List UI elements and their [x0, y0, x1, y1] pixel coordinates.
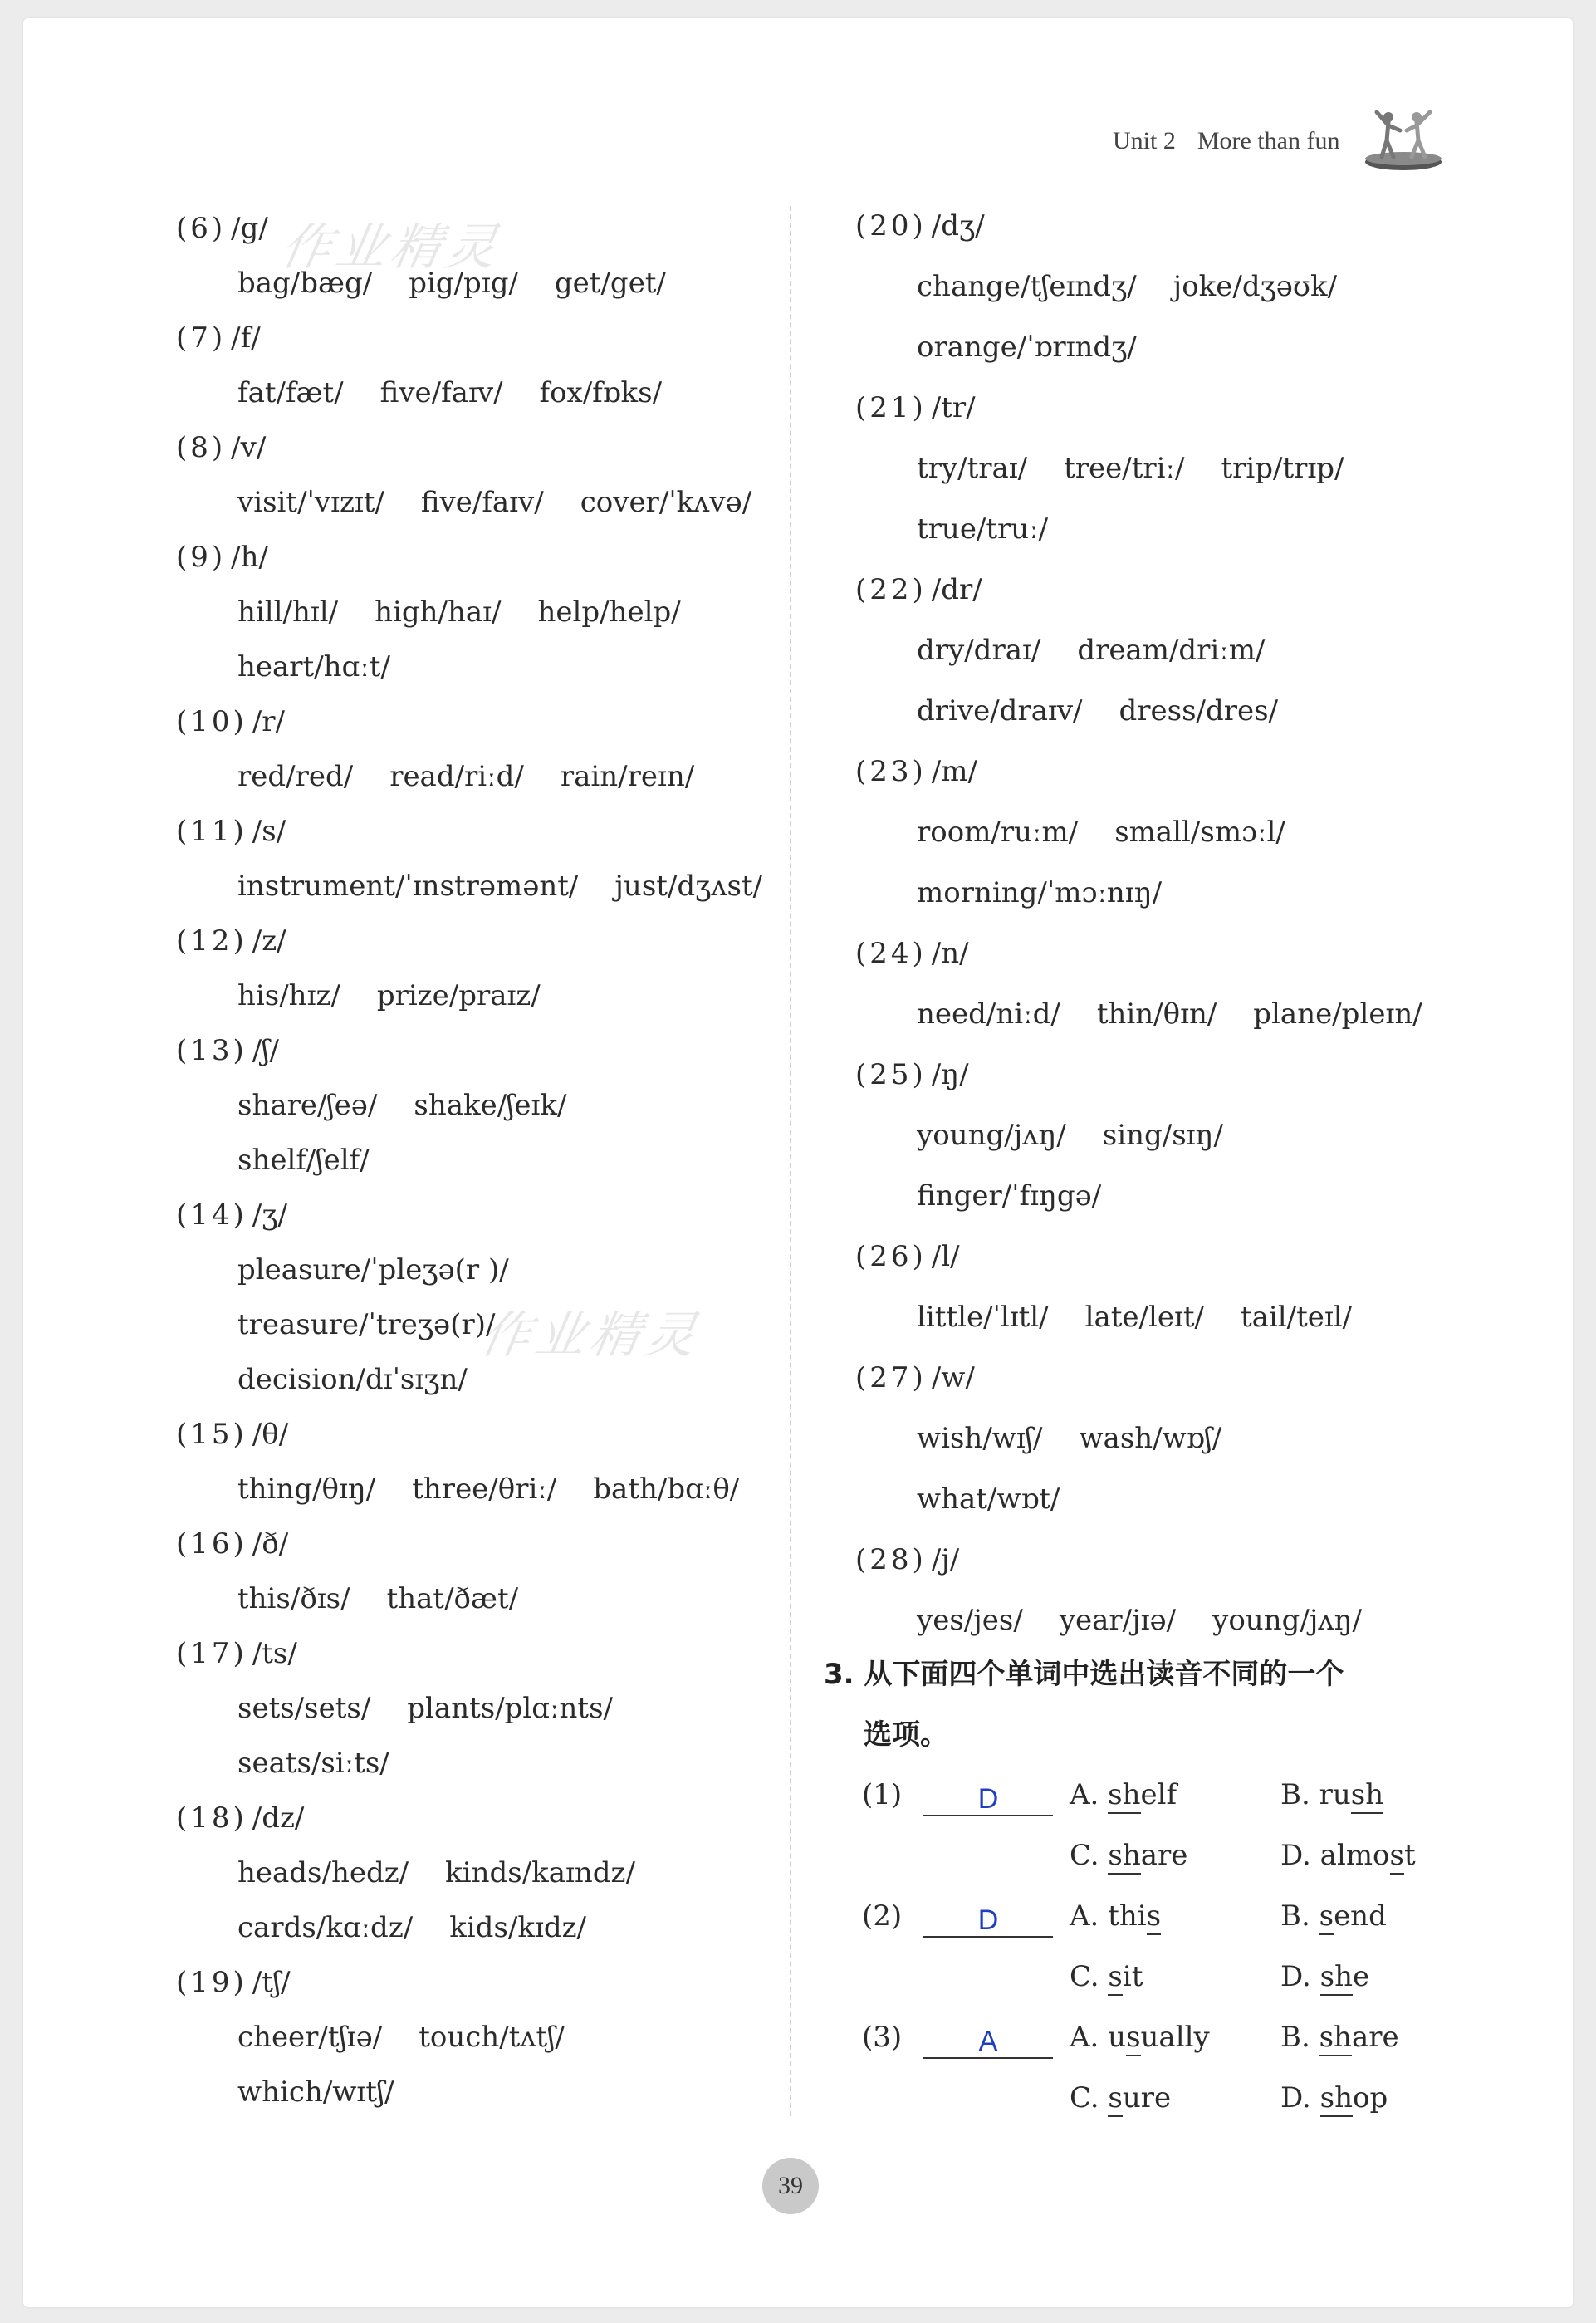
option-word-part: are — [1351, 2021, 1399, 2054]
example-word: plants/plɑːnts/ — [407, 1692, 613, 1725]
entry-number: (28) — [855, 1543, 927, 1576]
example-word: instrument/ˈɪnstrəmənt/ — [237, 870, 579, 903]
option-word-part: t — [1403, 1839, 1416, 1872]
phoneme-symbol: /ts/ — [252, 1637, 297, 1670]
example-word: help/help/ — [537, 595, 681, 629]
example-word: wash/wɒʃ/ — [1079, 1422, 1222, 1455]
phoneme-symbol: /w/ — [931, 1361, 975, 1394]
example-word: drive/draɪv/ — [917, 694, 1083, 728]
phoneme-symbol: /v/ — [231, 431, 267, 464]
option-letter: D. — [1280, 2081, 1320, 2115]
example-words-line — [855, 1105, 1486, 1166]
option-word-part: ru — [1319, 1778, 1351, 1811]
option-letter: B. — [1280, 2021, 1319, 2054]
phoneme-symbol: /m/ — [931, 755, 977, 788]
example-word: late/leɪt/ — [1084, 1301, 1204, 1334]
option-word-part: elf — [1140, 1778, 1177, 1811]
section-3-title-line2: 选项。 — [864, 1718, 948, 1752]
example-words-line — [176, 1900, 774, 1955]
underlined-letters: s — [1319, 1899, 1334, 1935]
phoneme-symbol: /tʃ/ — [252, 1966, 291, 1999]
phoneme-entry-heading — [176, 1023, 774, 1078]
phoneme-symbol: /θ/ — [252, 1418, 289, 1451]
phoneme-symbol: /r/ — [252, 705, 285, 738]
example-words-line — [855, 317, 1486, 378]
unit-title: More than fun — [1197, 127, 1340, 154]
example-words-line — [176, 968, 774, 1023]
phoneme-entry-heading — [855, 742, 1486, 802]
example-word: room/ruːm/ — [917, 816, 1079, 849]
option-word-part: thi — [1108, 1899, 1147, 1933]
example-word: sets/sets/ — [237, 1692, 371, 1725]
answer-blank: D — [923, 1898, 1053, 1938]
entry-number: (7) — [176, 321, 227, 355]
underlined-letters: s — [1126, 2021, 1140, 2056]
example-words-line — [176, 1845, 774, 1900]
example-words-line — [855, 439, 1486, 499]
column-divider — [790, 206, 791, 2116]
example-word: change/tʃeɪndʒ/ — [917, 270, 1137, 303]
underlined-letters: sh — [1320, 2081, 1353, 2117]
example-word: seats/siːts/ — [237, 1747, 389, 1780]
option-letter: A. — [1070, 1778, 1109, 1811]
example-word: finger/ˈfɪŋgə/ — [917, 1179, 1102, 1213]
underlined-letters: s — [1390, 1839, 1404, 1875]
example-word: high/haɪ/ — [375, 595, 502, 629]
example-words-line — [176, 256, 774, 311]
phoneme-entry-heading — [855, 1530, 1486, 1590]
answer-option — [1070, 1826, 1187, 1886]
example-word: dress/dres/ — [1119, 694, 1279, 728]
option-word-part: almo — [1319, 1839, 1390, 1872]
example-word: rain/reɪn/ — [560, 760, 695, 793]
phoneme-symbol: /z/ — [252, 924, 286, 958]
phoneme-entry-heading — [176, 311, 774, 365]
phoneme-symbol: /tr/ — [931, 391, 976, 424]
example-word: sing/sɪŋ/ — [1102, 1119, 1223, 1152]
example-words-line — [855, 620, 1486, 681]
option-word-part: are — [1140, 1839, 1188, 1872]
answer-option — [1070, 2007, 1210, 2068]
question-row — [862, 1765, 1476, 1826]
example-word: touch/tʌtʃ/ — [419, 2021, 565, 2054]
example-word: little/ˈlɪtl/ — [917, 1301, 1049, 1334]
example-words-line — [855, 863, 1486, 924]
question-number: (1) — [862, 1778, 903, 1811]
example-word: pig/pɪg/ — [409, 267, 518, 300]
phoneme-symbol: /ʃ/ — [252, 1034, 279, 1067]
example-words-line — [176, 2010, 774, 2065]
answer-blank: A — [923, 2019, 1053, 2059]
entry-number: (24) — [855, 937, 927, 970]
example-words-line — [176, 585, 774, 640]
underlined-letters: sh — [1320, 1960, 1353, 1996]
example-word: young/jʌŋ/ — [1212, 1604, 1362, 1637]
option-word-part: u — [1108, 2021, 1127, 2054]
example-word: fox/fɒks/ — [539, 376, 663, 409]
phoneme-entry-heading — [855, 1227, 1486, 1287]
example-word: just/dʒʌst/ — [614, 870, 763, 903]
entry-number: (18) — [176, 1801, 247, 1835]
option-word-part: op — [1353, 2081, 1388, 2115]
answer-option — [1280, 1826, 1416, 1886]
example-words-line — [176, 1352, 774, 1407]
example-word: five/faɪv/ — [379, 376, 503, 409]
option-word-part: it — [1122, 1960, 1143, 1993]
answer-option — [1280, 1765, 1383, 1826]
watermark-text: 作业精灵 — [276, 218, 507, 277]
phoneme-entry-heading — [855, 196, 1486, 257]
example-words-line — [176, 1462, 774, 1517]
example-word: decision/dɪˈsɪʒn/ — [237, 1363, 468, 1396]
question-number: (2) — [862, 1899, 903, 1933]
example-word: young/jʌŋ/ — [917, 1119, 1066, 1152]
option-letter: A. — [1070, 1899, 1109, 1933]
example-word: try/traɪ/ — [917, 452, 1028, 485]
dancers-logo-icon — [1362, 105, 1445, 172]
phoneme-symbol: /s/ — [252, 815, 286, 848]
underlined-letters: sh — [1319, 2021, 1352, 2056]
phoneme-entry-heading — [176, 201, 774, 256]
answer-option — [1070, 2068, 1171, 2129]
answer-option — [1280, 2007, 1399, 2068]
phoneme-entry-heading — [176, 694, 774, 749]
phoneme-symbol: /ʒ/ — [252, 1198, 287, 1232]
question-row — [862, 2007, 1476, 2068]
phoneme-symbol: /dʒ/ — [931, 209, 985, 243]
option-letter: C. — [1070, 2081, 1109, 2115]
example-word: that/ðæt/ — [386, 1582, 519, 1615]
phoneme-entry-heading — [176, 1517, 774, 1571]
example-words-line — [176, 1133, 774, 1188]
entry-number: (10) — [176, 705, 247, 738]
example-word: his/hɪz/ — [237, 979, 340, 1012]
question-list — [862, 1765, 1476, 2129]
option-word-part: e — [1353, 1960, 1370, 1993]
example-words-line — [855, 1409, 1486, 1469]
example-words-line — [855, 1590, 1486, 1651]
question-number: (3) — [862, 2021, 903, 2054]
phoneme-symbol: /h/ — [231, 541, 268, 574]
example-word: shake/ʃeɪk/ — [414, 1089, 567, 1122]
example-words-line — [176, 749, 774, 804]
phoneme-symbol: /n/ — [931, 937, 969, 970]
entry-number: (15) — [176, 1418, 247, 1451]
example-word: tree/triː/ — [1064, 452, 1185, 485]
example-word: cover/ˈkʌvə/ — [580, 486, 752, 519]
phoneme-symbol: /l/ — [931, 1240, 960, 1273]
example-word: year/jɪə/ — [1059, 1604, 1177, 1637]
example-word: small/smɔːl/ — [1114, 816, 1285, 849]
example-words-line — [176, 1078, 774, 1133]
entry-number: (26) — [855, 1240, 927, 1273]
underlined-letters: s — [1108, 2081, 1122, 2117]
question-row-continued — [862, 1947, 1476, 2007]
example-word: dry/draɪ/ — [917, 634, 1041, 667]
option-letter: C. — [1070, 1960, 1109, 1993]
question-row-continued — [862, 1826, 1476, 1886]
example-word: orange/ˈɒrɪndʒ/ — [917, 331, 1137, 364]
example-word: which/wɪtʃ/ — [237, 2076, 394, 2109]
example-word: joke/dʒəʊk/ — [1173, 270, 1338, 303]
example-word: trip/trɪp/ — [1221, 452, 1344, 485]
entry-number: (8) — [176, 431, 227, 464]
example-word: cards/kɑːdz/ — [237, 1911, 414, 1944]
phoneme-symbol: /g/ — [231, 212, 268, 245]
example-words-line — [176, 475, 774, 530]
option-letter: B. — [1280, 1899, 1319, 1933]
example-words-line — [855, 802, 1486, 863]
underlined-letters: sh — [1108, 1778, 1140, 1814]
example-word: morning/ˈmɔːnɪŋ/ — [917, 876, 1163, 909]
example-words-line — [855, 499, 1486, 560]
entry-number: (17) — [176, 1637, 247, 1670]
phoneme-entry-heading — [176, 1626, 774, 1681]
option-letter: B. — [1280, 1778, 1319, 1811]
example-word: yes/jes/ — [917, 1604, 1023, 1637]
example-words-line — [176, 1242, 774, 1297]
entry-number: (11) — [176, 815, 247, 848]
option-word-part: end — [1334, 1899, 1387, 1933]
example-word: get/get/ — [554, 267, 666, 300]
page-header — [1113, 120, 1445, 179]
example-words-line — [176, 365, 774, 420]
example-words-line — [855, 257, 1486, 317]
entry-number: (12) — [176, 924, 247, 958]
question-row — [862, 1886, 1476, 1947]
right-phoneme-column — [855, 196, 1486, 1651]
example-word: three/θriː/ — [412, 1473, 557, 1506]
option-letter: A. — [1070, 2021, 1109, 2054]
option-letter: D. — [1280, 1960, 1320, 1993]
phoneme-entry-heading — [176, 420, 774, 475]
example-word: wish/wɪʃ/ — [917, 1422, 1043, 1455]
entry-number: (23) — [855, 755, 927, 788]
phoneme-symbol: /dr/ — [931, 573, 982, 606]
answer-blank: D — [923, 1777, 1053, 1816]
example-words-line — [176, 2065, 774, 2120]
example-word: hill/hɪl/ — [237, 595, 339, 629]
example-word: shelf/ʃelf/ — [237, 1144, 370, 1177]
entry-number: (14) — [176, 1198, 247, 1232]
phoneme-entry-heading — [855, 560, 1486, 620]
entry-number: (13) — [176, 1034, 247, 1067]
answer-option — [1070, 1886, 1161, 1947]
example-word: treasure/ˈtreʒə(r)/ — [237, 1308, 496, 1341]
entry-number: (19) — [176, 1966, 247, 1999]
question-row-continued — [862, 2068, 1476, 2129]
answer-option — [1070, 1765, 1177, 1826]
entry-number: (21) — [855, 391, 927, 424]
example-word: heart/hɑːt/ — [237, 650, 390, 684]
page-number: 39 — [762, 2158, 819, 2214]
example-word: visit/ˈvɪzɪt/ — [237, 486, 384, 519]
example-word: red/red/ — [237, 760, 354, 793]
example-words-line — [176, 1571, 774, 1626]
phoneme-symbol: /dz/ — [252, 1801, 305, 1835]
example-word: kinds/kaɪndz/ — [445, 1856, 635, 1889]
example-word: pleasure/ˈpleʒə(r )/ — [237, 1253, 509, 1286]
phoneme-entry-heading — [176, 1955, 774, 2010]
example-word: thing/θɪŋ/ — [237, 1473, 376, 1506]
underlined-letters: s — [1147, 1899, 1161, 1935]
example-word: thin/θɪn/ — [1096, 997, 1217, 1031]
example-word: read/riːd/ — [389, 760, 524, 793]
example-words-line — [176, 1297, 774, 1352]
example-word: what/wɒt/ — [917, 1483, 1060, 1516]
phoneme-symbol: /f/ — [231, 321, 261, 355]
example-words-line — [176, 640, 774, 694]
unit-label: Unit 2 — [1113, 127, 1176, 154]
example-words-line — [176, 1681, 774, 1736]
example-word: share/ʃeə/ — [237, 1089, 378, 1122]
entry-number: (27) — [855, 1361, 927, 1394]
example-word: plane/pleɪn/ — [1253, 997, 1422, 1031]
example-word: this/ðɪs/ — [237, 1582, 350, 1615]
underlined-letters: sh — [1108, 1839, 1140, 1875]
phoneme-entry-heading — [176, 914, 774, 968]
example-words-line — [855, 1287, 1486, 1348]
option-word-part: ually — [1140, 2021, 1210, 2054]
answer-option — [1280, 2068, 1388, 2129]
example-word: five/faɪv/ — [420, 486, 544, 519]
underlined-letters: sh — [1351, 1778, 1383, 1814]
phoneme-symbol: /ð/ — [252, 1527, 289, 1561]
answer-option — [1280, 1886, 1387, 1947]
header-text — [1113, 127, 1339, 155]
example-word: bath/bɑːθ/ — [593, 1473, 740, 1506]
entry-number: (6) — [176, 212, 227, 245]
example-word: true/truː/ — [917, 512, 1049, 546]
example-words-line — [176, 859, 774, 914]
phoneme-entry-heading — [176, 1407, 774, 1462]
example-words-line — [855, 1166, 1486, 1227]
phoneme-entry-heading — [855, 1348, 1486, 1409]
phoneme-entry-heading — [176, 804, 774, 859]
section-3-title — [824, 1644, 1471, 1766]
option-letter: C. — [1070, 1839, 1109, 1872]
section-3-title-line1: 3. 从下面四个单词中选出读音不同的一个 — [824, 1658, 1344, 1691]
left-phoneme-column — [176, 201, 774, 2120]
entry-number: (22) — [855, 573, 927, 606]
example-word: tail/teɪl/ — [1241, 1301, 1353, 1334]
example-word: dream/driːm/ — [1077, 634, 1266, 667]
answer-option — [1070, 1947, 1143, 2007]
phoneme-entry-heading — [176, 1188, 774, 1242]
phoneme-entry-heading — [855, 378, 1486, 439]
option-letter: D. — [1280, 1839, 1320, 1872]
phoneme-symbol: /ŋ/ — [931, 1058, 969, 1091]
example-word: kids/kɪdz/ — [449, 1911, 586, 1944]
phoneme-symbol: /j/ — [931, 1543, 960, 1576]
entry-number: (9) — [176, 541, 227, 574]
example-words-line — [855, 1469, 1486, 1530]
example-word: heads/hedz/ — [237, 1856, 409, 1889]
example-words-line — [855, 984, 1486, 1045]
example-word: prize/praɪz/ — [376, 979, 541, 1012]
entry-number: (25) — [855, 1058, 927, 1091]
entry-number: (20) — [855, 209, 927, 243]
example-words-line — [176, 1736, 774, 1791]
option-word-part: ure — [1122, 2081, 1172, 2115]
phoneme-entry-heading — [855, 924, 1486, 984]
example-word: need/niːd/ — [917, 997, 1060, 1031]
example-word: bag/bæg/ — [237, 267, 373, 300]
example-words-line — [855, 681, 1486, 742]
phoneme-entry-heading — [176, 1791, 774, 1845]
watermark-text: 作业精灵 — [475, 1306, 706, 1365]
answer-option — [1280, 1947, 1369, 2007]
underlined-letters: s — [1108, 1960, 1122, 1996]
example-word: cheer/tʃɪə/ — [237, 2021, 383, 2054]
phoneme-entry-heading — [176, 530, 774, 585]
phoneme-entry-heading — [855, 1045, 1486, 1105]
entry-number: (16) — [176, 1527, 247, 1561]
example-word: fat/fæt/ — [237, 376, 344, 409]
